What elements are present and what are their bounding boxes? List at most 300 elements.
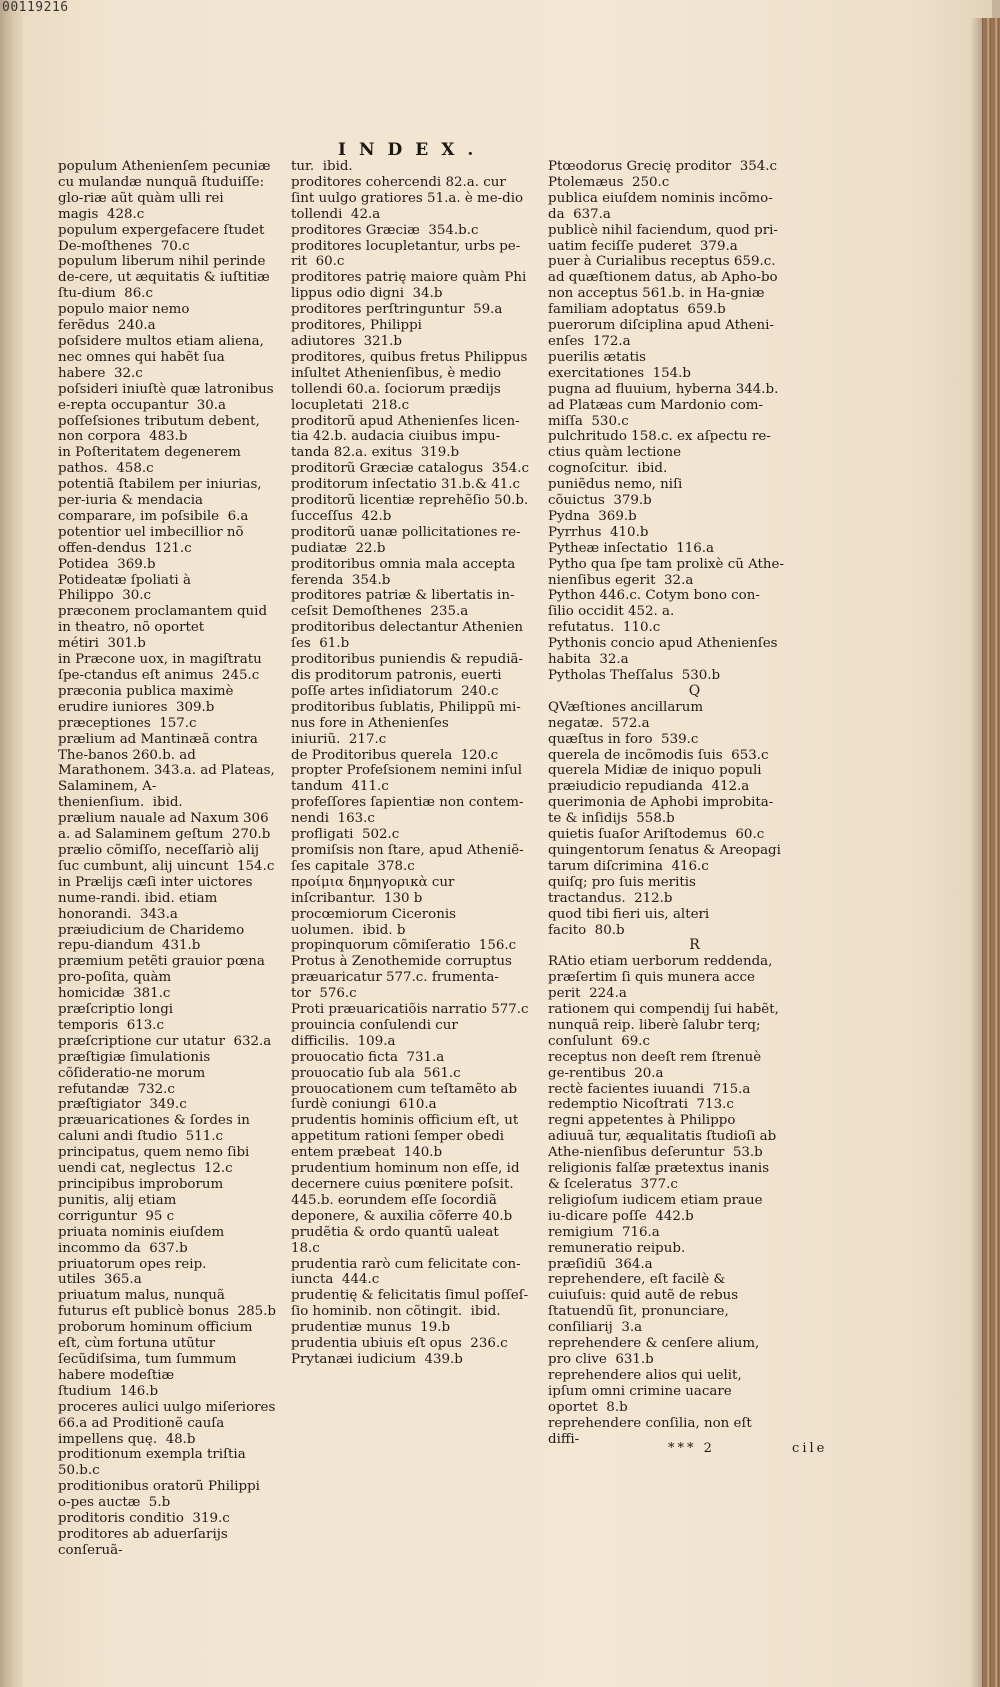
- index-entry-page-ref: 172.a: [584, 333, 631, 349]
- index-entry: [548, 668, 784, 684]
- index-entry-page-ref: 369.b: [589, 508, 637, 524]
- index-entry-page-ref: 731.a: [397, 1049, 445, 1065]
- index-entry-page-ref: 716.a: [613, 1224, 660, 1240]
- index-entry-page-ref: 381.c: [124, 986, 171, 1002]
- index-entry: [58, 254, 276, 302]
- index-entry-page-ref: 69.c: [612, 1033, 650, 1049]
- index-entry-page-ref: 319.b: [412, 445, 460, 461]
- index-entry: [58, 923, 276, 955]
- index-entry-text: profeſſores ſapientiæ non contem-nendi: [291, 795, 524, 827]
- index-entry-page-ref: 157.c: [150, 715, 197, 731]
- index-entry: [58, 604, 276, 652]
- index-entry-page-ref: 632.a: [224, 1033, 272, 1049]
- index-entry-text: proditoris conditio: [58, 1511, 184, 1527]
- index-entry: [548, 525, 784, 541]
- index-entry: [58, 843, 276, 875]
- index-entry: [548, 1002, 784, 1050]
- index-entry-page-ref: 86.c: [115, 286, 153, 302]
- index-entry-page-ref: 732.c: [129, 1081, 175, 1097]
- index-entry-page-ref: 61.b: [310, 636, 350, 652]
- index-entry: [548, 254, 784, 318]
- index-entry-page-ref: 576.c: [310, 986, 357, 1002]
- index-entry: [58, 811, 276, 843]
- index-entry-page-ref: ibid. b: [354, 922, 406, 938]
- index-entry-page-ref: 212.b: [625, 890, 673, 906]
- index-entry-page-ref: 369.b: [108, 556, 156, 572]
- index-entry-page-ref: 154.b: [644, 365, 692, 381]
- index-entry: [291, 1225, 531, 1257]
- index-entry: [291, 1336, 531, 1352]
- index-entry-page-ref: 561.c: [414, 1065, 461, 1081]
- index-entry-page-ref: 354.b: [343, 572, 391, 588]
- index-entry-page-ref: 379.a: [691, 238, 738, 254]
- index-entry-page-ref: 217.c: [340, 731, 387, 747]
- index-entry-page-ref: 613.c: [118, 1017, 165, 1033]
- index-entry-page-ref: 30.c: [113, 588, 152, 604]
- index-entry: [58, 445, 276, 477]
- index-entry-text: præiudicium de Charidemo repu-diandum: [58, 922, 245, 954]
- index-entry: [291, 620, 531, 652]
- index-entry-text: prudentia rarò cum felicitate con-iuncta: [291, 1256, 521, 1288]
- index-entry-text: præſcriptione cur utatur: [58, 1033, 225, 1049]
- index-entry: [548, 1161, 784, 1193]
- index-entry: [548, 1241, 784, 1273]
- index-entry-page-ref: ibid.: [144, 795, 183, 811]
- index-entry-page-ref: 116.a: [667, 540, 715, 556]
- index-entry-text: remigium: [548, 1224, 614, 1240]
- index-entry-text: præſcriptio longi temporis: [58, 1002, 174, 1033]
- index-entry: [58, 652, 276, 684]
- index-entry: [291, 414, 531, 462]
- index-entry-text: Pydna: [548, 508, 590, 524]
- index-entry: [291, 557, 531, 589]
- index-entry-text: populum liberum nihil perinde de-cere, ut æquitatis & iuſtitiæ ſtu-dium: [58, 254, 270, 302]
- index-entry: [291, 1288, 531, 1320]
- index-entry: [58, 223, 276, 255]
- index-entry-text: rationem qui compendij ſui habẽt, nunquã reip. liberè ſalubr terq; conſulunt: [548, 1002, 779, 1049]
- index-entry-page-ref: 659.b: [678, 302, 726, 318]
- index-entry-page-ref: 301.b: [98, 636, 146, 652]
- index-entry-text: proditorum inſectatio 31.b.& 41.c: [291, 477, 521, 493]
- index-entry-text: præconia publica maximè erudire iuniores: [58, 683, 234, 715]
- index-entry: [58, 334, 276, 382]
- index-entry-text: publica eiuſdem nominis incõmo-da: [548, 190, 773, 222]
- index-entry: [58, 1447, 276, 1479]
- index-entry-text: querimonia de Aphobi improbita-te & inſidijs: [548, 795, 774, 827]
- index-entry-page-ref: 19.b: [411, 1320, 451, 1336]
- index-entry-text: Pytheæ inſectatio: [548, 540, 668, 556]
- index-entry: [548, 350, 784, 382]
- index-entry-text: redemptio Nicoſtrati: [548, 1097, 689, 1113]
- index-entry: [58, 1479, 276, 1511]
- index-entry-text: remuneratio reipub. præſidiũ: [548, 1240, 686, 1272]
- index-entry-page-ref: 653.c: [722, 747, 769, 763]
- index-entry: [291, 1002, 531, 1018]
- index-entry: [58, 1511, 276, 1527]
- index-entry-text: regni appetentes à Philippo adiuuã tur, æqualitatis ſtudioſi ab Athe-nienſibus deſeruntur: [548, 1113, 777, 1161]
- index-entry-text: proditoribus puniendis & repudiã-dis proditorum patronis, euerti poſſe artes inſidiatorum: [291, 652, 524, 699]
- index-entry-text: prouocationem cum teſtamẽto ab ſurdè coniungi: [291, 1081, 518, 1113]
- index-entry-text: præceptiones: [58, 715, 151, 731]
- index-entry-text: potentior uel imbecillior nõ offen-dendus: [58, 524, 244, 556]
- index-entry-text: priuatorum opes reip. utiles: [58, 1256, 207, 1288]
- index-entry: [58, 1177, 276, 1225]
- index-entry-text: præſtigiæ ſimulationis cõſideratio-ne morum refutandæ: [58, 1049, 211, 1097]
- index-entry-page-ref: 637.b: [140, 1240, 188, 1256]
- index-entry-page-ref: 378.c: [368, 858, 415, 874]
- index-entry-page-ref: 715.a: [704, 1081, 751, 1097]
- index-entry: [291, 748, 531, 764]
- index-entry-text: Pytholas Theſſalus: [548, 668, 674, 683]
- index-entry: [291, 509, 531, 525]
- index-entry-text: potentiã ſtabilem per iniurias, per-iuria & mendacia comparare, im poſsibile: [58, 477, 262, 524]
- index-entry-text: priuata nominis eiuſdem incommo da: [58, 1224, 225, 1256]
- index-entry: [291, 1352, 531, 1368]
- index-entry: [548, 748, 784, 764]
- index-entry-page-ref: 154.c: [228, 858, 275, 874]
- index-entry-text: propter Profeſsionem nemini inſul tandum: [291, 763, 523, 795]
- section-letter: Q: [688, 682, 704, 699]
- index-entry: [291, 318, 531, 350]
- index-entry-page-ref: 410.b: [601, 524, 649, 540]
- index-entry: [548, 1113, 784, 1161]
- index-entry-page-ref: 80.b: [586, 922, 625, 938]
- index-entry: [548, 1050, 784, 1082]
- index-entry-text: publicè nihil faciendum, quod pri-uatim feciſſe puderet: [548, 222, 778, 254]
- index-entry-page-ref: 442.b: [646, 1208, 694, 1224]
- index-entry-page-ref: 163.c: [329, 811, 375, 827]
- index-entry-page-ref: 319.c: [183, 1511, 230, 1527]
- index-entry-text: querela Midiæ de iniquo populi præiudicio repudianda: [548, 763, 762, 795]
- index-entry-text: prudentię & felicitatis ſimul poſſeſ-ſio hominib. non cõtingit.: [291, 1288, 529, 1320]
- index-entry-text: promiſsis non ſtare, apud Atheniẽ-ſes capitale: [291, 842, 524, 874]
- index-entry-page-ref: 240.a: [109, 318, 156, 334]
- index-entry: [58, 1527, 276, 1559]
- index-entry-text: προίμια δημηγορικὰ cur inſcribantur.: [291, 874, 455, 906]
- index-entry-page-ref: 60.c: [307, 254, 345, 270]
- index-entry-text: proditorũ Græciæ catalogus: [291, 461, 484, 477]
- index-entry-text: quingentorum ſenatus & Areopagi tarum diſcrimina: [548, 842, 781, 874]
- index-entry-page-ref: 364.a: [606, 1256, 653, 1272]
- index-entry-page-ref: 250.c: [623, 174, 670, 190]
- index-entry: [58, 732, 276, 812]
- index-entry-page-ref: ibid.: [314, 159, 353, 174]
- index-entry-text: priuatum malus, nunquã futurus eſt publicè bonus: [58, 1288, 230, 1320]
- index-entry: [291, 907, 531, 939]
- index-entry: [548, 1097, 784, 1113]
- index-entry-page-ref: 32.a: [590, 652, 629, 668]
- index-entry-page-ref: 309.b: [167, 699, 215, 715]
- index-entry-text: proborum hominum officium eſt, cùm fortuna utũtur ſecũdiſsima, tum ſummum habere modeſtiæ ſtudium: [58, 1320, 253, 1399]
- index-entry-text: in Prælijs cæſi inter uictores nume-randi. ibid. etiam honorandi.: [58, 874, 253, 922]
- index-entry-text: Pyrrhus: [548, 524, 602, 540]
- index-entry: [58, 1050, 276, 1098]
- index-entry-page-ref: 5.b: [140, 1495, 171, 1511]
- index-entry-page-ref: 343.a: [131, 906, 178, 922]
- index-entry-page-ref: 240.c: [452, 683, 499, 699]
- index-entry: [58, 1320, 276, 1400]
- index-entry-page-ref: 354.b.c: [419, 222, 479, 238]
- index-entry-text: rectè facientes iuuandi: [548, 1081, 705, 1097]
- index-entry-text: in Poſteritatem degenerem pathos.: [58, 445, 241, 477]
- index-entry-page-ref: 110.c: [614, 620, 661, 636]
- index-entry-text: Potidea: [58, 556, 109, 572]
- index-entry-text: proditores cohercendi 82.a. cur ſint uulgo gratiores 51.a. è me-dio tollendi: [291, 174, 524, 222]
- index-entry: [291, 1050, 531, 1066]
- index-entry-text: proditionum exempla triſtia 50.b.c: [58, 1447, 246, 1479]
- index-column-3: [548, 159, 784, 1447]
- index-entry-text: ſucceſſus: [291, 508, 353, 524]
- index-entry-text: poſsidere multos etiam aliena, nec omnes qui habẽt ſua habere: [58, 333, 264, 381]
- index-entry: [58, 954, 276, 1002]
- index-entry-page-ref: 558.b: [627, 811, 675, 827]
- index-entry: [291, 1320, 531, 1336]
- index-entry-text: prouincia conſulendi cur difficilis.: [291, 1017, 458, 1049]
- index-entry-page-ref: 444.c: [333, 1272, 380, 1288]
- index-entry-text: prudentia ubiuis eſt opus: [291, 1336, 462, 1352]
- index-entry: [291, 1018, 531, 1050]
- index-entry-page-ref: 412.a: [702, 779, 750, 795]
- index-entry-text: RAtio etiam uerborum reddenda, præſertim ſi quis munera acce perit: [548, 954, 773, 1002]
- index-entry-text: QVæſtiones ancillarum negatæ.: [548, 699, 704, 731]
- index-entry-page-ref: ibid.: [628, 461, 668, 477]
- left-binding-strip: [0, 0, 22, 1687]
- section-letter: R: [689, 937, 703, 954]
- index-entry-text: proditorũ licentiæ reprehẽſio 50.b.: [291, 493, 529, 509]
- index-entry-page-ref: 713.c: [688, 1097, 734, 1113]
- index-entry-text: profligati: [291, 827, 354, 843]
- index-entry-text: prouocatio ſub ala: [291, 1065, 415, 1081]
- index-entry: [58, 1145, 276, 1177]
- index-entry-text: propinquorum cõmiſeratio: [291, 938, 471, 954]
- index-entry-page-ref: 530.c: [582, 413, 629, 429]
- index-entry: [58, 302, 276, 334]
- index-entry-page-ref: 377.c: [632, 1177, 678, 1192]
- index-entry-text: Pythonis concio apud Athenienſes habita: [548, 636, 778, 668]
- index-entry-text: proditoribus omnia mala accepta ferenda: [291, 556, 516, 588]
- index-entry-text: præuaricationes & ſordes in caluni andi ſtudio: [58, 1113, 250, 1145]
- index-entry-text: populum expergefacere ſtudet De-moſthenes: [58, 222, 265, 254]
- index-entry: [548, 223, 784, 255]
- index-entry-text: puniẽdus nemo, niſi cõuictus: [548, 477, 683, 509]
- index-entry-page-ref: 379.b: [604, 493, 652, 509]
- index-entry: [291, 223, 531, 239]
- index-entry-page-ref: 483.b: [140, 429, 188, 445]
- index-entry-text: prælium nauale ad Naxum 306 a. ad Salaminem geſtum: [58, 811, 269, 843]
- index-entry: [58, 382, 276, 414]
- index-entry: [58, 1400, 276, 1448]
- index-entry: [548, 382, 784, 430]
- index-entry-text: proditores Græciæ: [291, 222, 420, 238]
- index-entry-page-ref: 285.b: [229, 1304, 276, 1320]
- index-entry-page-ref: 354.c: [731, 159, 778, 174]
- index-entry-text: proditores perſtringuntur: [291, 302, 465, 318]
- index-entry: [291, 525, 531, 557]
- index-entry-page-ref: 3.a: [612, 1320, 643, 1336]
- index-entry-text: prælio cõmiſſo, neceſſariò alij ſuc cumbunt, alij uincunt: [58, 842, 260, 874]
- index-entry-text: Pytho qua ſpe tam prolixè cũ Athe-nienſibus egerit: [548, 556, 784, 588]
- index-entry: [548, 1272, 784, 1336]
- index-entry: [548, 843, 784, 875]
- index-entry-text: poſſeſsiones tributum debent, non corpora: [58, 413, 260, 445]
- index-entry-page-ref: 53.b: [724, 1145, 763, 1161]
- index-entry: [548, 509, 784, 525]
- index-entry-text: proditores ab aduerſarijs conſeruã-: [58, 1526, 228, 1558]
- index-entry: [58, 1034, 276, 1050]
- index-entry: [548, 636, 784, 668]
- index-entry: [291, 1066, 531, 1082]
- index-entry: [548, 1082, 784, 1098]
- index-entry-page-ref: 416.c: [662, 858, 709, 874]
- index-entry-page-ref: 130 b: [375, 890, 423, 906]
- index-entry-page-ref: 224.a: [580, 986, 627, 1002]
- index-entry-page-ref: 22.b: [347, 540, 386, 556]
- index-entry-page-ref: 539.c: [652, 731, 699, 747]
- index-entry: [548, 795, 784, 827]
- index-entry-page-ref: 30.a: [188, 397, 227, 413]
- index-entry-page-ref: 60.c: [726, 827, 765, 843]
- index-entry: [58, 875, 276, 923]
- index-entry-page-ref: 502.c: [353, 827, 400, 843]
- index-entry: [58, 414, 276, 446]
- index-entry-text: Potideatæ ſpoliati à Philippo: [58, 572, 191, 604]
- index-entry-page-ref: 572.a: [603, 715, 650, 731]
- scan-id-label: 00119216: [2, 0, 69, 15]
- index-entry: [58, 1257, 276, 1289]
- index-entry: [548, 1193, 784, 1225]
- index-entry: [58, 716, 276, 732]
- index-entry: [291, 239, 531, 271]
- index-entry: [291, 652, 531, 700]
- index-entry-page-ref: 631.b: [606, 1351, 654, 1367]
- index-entry: [291, 588, 531, 620]
- index-entry: [291, 795, 531, 827]
- index-entry-text: in Præcone uox, in magiſtratu ſpe-ctandus eſt animus: [58, 652, 262, 683]
- index-entry-text: prælium ad Mantinæã contra The-banos 260.b. ad Marathonem. 343.a. ad Plateas, Salaminem, A-thenienſium.: [58, 731, 275, 811]
- index-entry-page-ref: 610.a: [390, 1097, 437, 1113]
- index-entry-page-ref: 349.c: [140, 1097, 187, 1113]
- index-entry-text: reprehendere alios qui uelit, ipſum omni crimine uacare oportet: [548, 1367, 742, 1415]
- index-entry-text: reprehendere conſilia, non eſt diffi-: [548, 1415, 752, 1447]
- index-entry: [58, 1097, 276, 1113]
- index-entry-text: quæſtus in foro: [548, 731, 653, 747]
- index-entry-text: proditores patrię maiore quàm Phi lippus odio digni: [291, 270, 527, 302]
- index-entry-text: quiſq; pro ſuis meritis tractandus.: [548, 874, 696, 906]
- index-entry: [548, 541, 784, 557]
- index-entry: [548, 763, 784, 795]
- index-entry: [548, 477, 784, 509]
- index-entry-page-ref: 365.a: [95, 1272, 142, 1288]
- running-head: INDEX.: [338, 140, 487, 160]
- index-entry: [58, 1288, 276, 1320]
- index-entry-page-ref: 411.c: [342, 779, 389, 795]
- index-entry-text: Ptœodorus Grecię proditor: [548, 159, 732, 174]
- index-entry-text: proditores, Philippi adiutores: [291, 318, 422, 349]
- index-entry: [548, 875, 784, 907]
- index-entry: [291, 477, 531, 493]
- index-entry-text: religioſum iudicem etiam praue iu-dicare poſſe: [548, 1192, 763, 1224]
- index-entry: [291, 270, 531, 302]
- index-entry-text: puerilis ætatis exercitationes: [548, 349, 646, 381]
- signature-mark: [668, 1441, 827, 1456]
- index-entry: [291, 1113, 531, 1161]
- index-entry: [548, 700, 784, 732]
- index-entry-page-ref: 458.c: [107, 461, 154, 477]
- index-entry-text: præmium petẽti grauior pœna pro-poſita, quàm homicidæ: [58, 954, 265, 1002]
- index-entry-page-ref: 8.b: [597, 1399, 628, 1415]
- index-entry-text: proditorũ uanæ pollicitationes re-pudiatæ: [291, 524, 521, 556]
- index-entry-text: proditoribus ſublatis, Philippũ mi-nus fore in Athenienſes iniuriũ.: [291, 699, 521, 747]
- index-entry-text: Prytanæi iudicium: [291, 1351, 416, 1367]
- index-entry: [291, 1257, 531, 1289]
- index-entry-text: principatus, quem nemo ſibi uendi cat, neglectus: [58, 1145, 250, 1177]
- index-entry-text: proditores locupletantur, urbs pe-rit: [291, 238, 521, 270]
- index-entry-page-ref: 431.b: [153, 938, 201, 954]
- index-entry-page-ref: 439.b: [415, 1351, 463, 1367]
- index-entry-page-ref: 42.b: [352, 508, 392, 524]
- index-entry-page-ref: 6.a: [219, 508, 249, 524]
- index-entry: [548, 827, 784, 843]
- index-entry-page-ref: 146.b: [111, 1383, 159, 1399]
- index-entry-text: pugna ad fluuium, hyberna 344.b. ad Platæas cum Mardonio com-miſſa: [548, 381, 779, 429]
- index-entry-page-ref: 270.b: [223, 827, 271, 843]
- index-entry: [291, 159, 531, 175]
- index-entry: [291, 954, 531, 1002]
- index-entry: [291, 938, 531, 954]
- index-entry-text: religionis falſæ prætextus inanis & ſceleratus: [548, 1161, 770, 1192]
- index-entry: [548, 1368, 784, 1416]
- index-entry-page-ref: 32.a: [655, 572, 694, 588]
- index-entry: [58, 1002, 276, 1034]
- index-entry-text: prudentis hominis officium eſt, ut appetitum rationi ſemper obedi entem præbeat: [291, 1113, 519, 1161]
- index-entry: [548, 907, 784, 939]
- index-entry-text: reprehendere, eſt facilè & cuiuſuis: quid autẽ de rebus ſtatuendũ ſit, pronunciare, conſiliarij: [548, 1272, 739, 1336]
- index-entry-page-ref: ibid.: [462, 1304, 501, 1320]
- index-entry: [291, 1082, 531, 1114]
- index-entry: [291, 827, 531, 843]
- index-entry-page-ref: 236.c: [461, 1336, 508, 1352]
- index-entry-page-ref: 12.c: [195, 1161, 233, 1177]
- index-entry: [548, 191, 784, 223]
- index-entry-text: prudentiæ munus: [291, 1320, 412, 1336]
- index-entry-page-ref: 34.b: [404, 286, 443, 302]
- index-entry: [58, 525, 276, 557]
- index-entry: [291, 461, 531, 477]
- index-entry-text: prudentium hominum non eſſe, id decernere cuius pœnitere poſsit. 445.b. eorundem eſſe ſocordiã deponere, & auxilia cõferre 40.b: [291, 1161, 520, 1224]
- index-entry-text: puerorum diſciplina apud Atheni-enſes: [548, 318, 774, 349]
- index-entry-page-ref: 109.a: [349, 1033, 396, 1049]
- index-entry-page-ref: 511.c: [177, 1129, 223, 1145]
- index-entry-page-ref: 59.a: [464, 302, 503, 318]
- index-entry-page-ref: 20.a: [625, 1065, 664, 1081]
- index-entry: [291, 843, 531, 875]
- index-entry: [548, 954, 784, 1002]
- index-entry: [548, 318, 784, 350]
- index-entry: [291, 175, 531, 223]
- index-entry-page-ref: 140.b: [395, 1145, 443, 1161]
- index-entry-text: reprehendere & cenſere alium, pro clive: [548, 1336, 760, 1367]
- index-entry-page-ref: 245.c: [213, 668, 260, 683]
- index-entry-text: Protus à Zenothemide corruptus præuaricatur 577.c. frumenta-tor: [291, 954, 512, 1002]
- index-entry-text: principibus improborum punitis, alij etiam corriguntur: [58, 1177, 224, 1224]
- index-entry-page-ref: 48.b: [157, 1431, 196, 1447]
- index-entry: [58, 1113, 276, 1145]
- index-entry-text: populum Athenienſem pecuniæ cu mulandæ nunquã ſtuduiſſe: glo-riæ aũt quàm ulli rei magis: [58, 159, 271, 222]
- index-entry-text: proditionibus oratorũ Philippi o-pes auctæ: [58, 1479, 260, 1511]
- index-entry-page-ref: 120.c: [452, 747, 499, 763]
- index-entry-page-ref: 637.a: [564, 206, 611, 222]
- index-entry-page-ref: 354.c: [483, 461, 530, 477]
